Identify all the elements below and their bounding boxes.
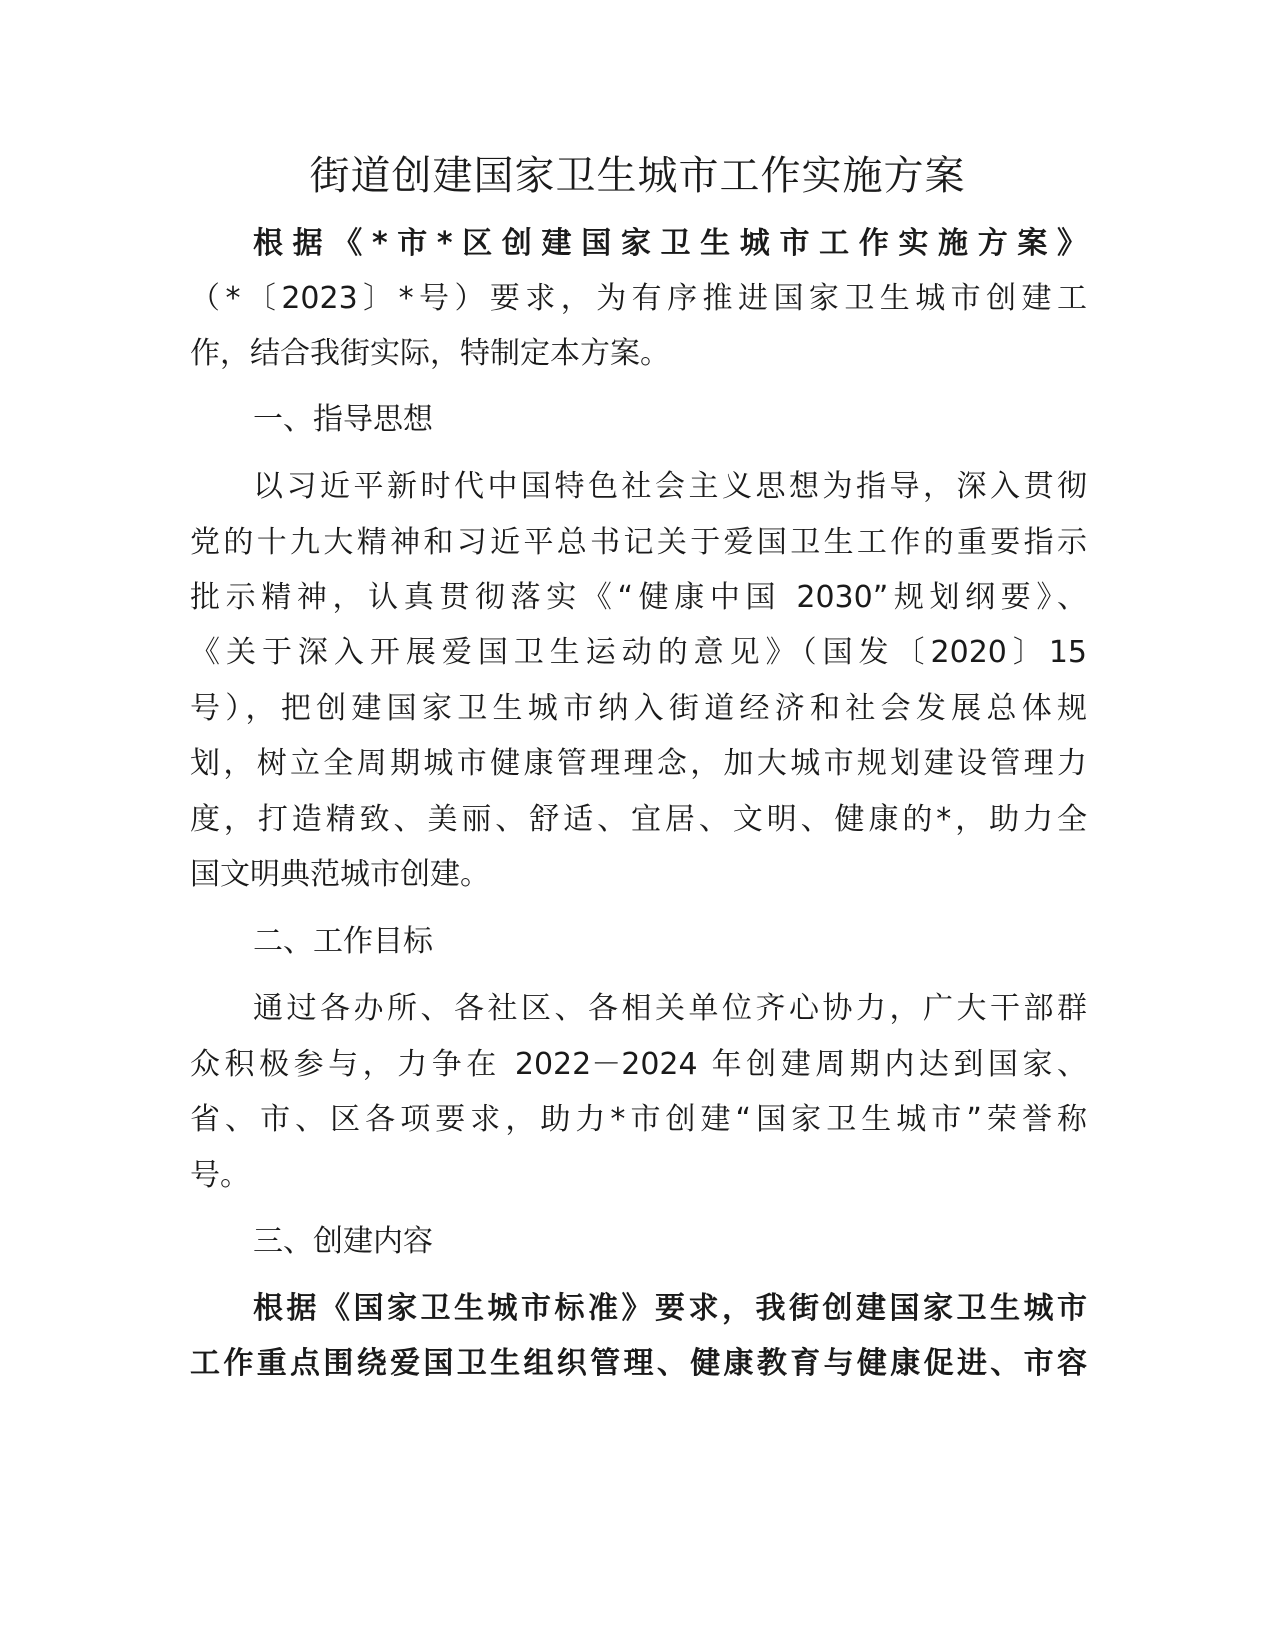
section1-line-5: 号），把创建国家卫生城市纳入街道经济和社会发展总体规 <box>190 691 1087 726</box>
section2-line-4: 号。 <box>190 1158 250 1193</box>
section1-line-1: 以习近平新时代中国特色社会主义思想为指导，深入贯彻 <box>253 469 1087 504</box>
section3-line-2: 工作重点围绕爱国卫生组织管理、健康教育与健康促进、市容 <box>190 1346 1087 1381</box>
section-heading-3: 三、创建内容 <box>253 1224 433 1259</box>
section-heading-1: 一、指导思想 <box>253 402 433 437</box>
section1-line-2: 党的十九大精神和习近平总书记关于爱国卫生工作的重要指示 <box>190 525 1087 560</box>
section3-line-1: 根据《国家卫生城市标准》要求，我街创建国家卫生城市 <box>253 1291 1087 1326</box>
section1-line-7: 度，打造精致、美丽、舒适、宜居、文明、健康的*，助力全 <box>190 802 1087 837</box>
section1-line-3: 批示精神，认真贯彻落实《“健康中国 2030”规划纲要》、 <box>190 580 1087 615</box>
document-title: 街道创建国家卫生城市工作实施方案 <box>309 153 966 199</box>
section1-line-6: 划，树立全周期城市健康管理理念，加大城市规划建设管理力 <box>190 746 1087 781</box>
section2-line-1: 通过各办所、各社区、各相关单位齐心协力，广大干部群 <box>253 991 1087 1026</box>
intro-line-3: 作，结合我街实际，特制定本方案。 <box>190 336 670 371</box>
intro-line-2: （*〔2023〕*号）要求，为有序推进国家卫生城市创建工 <box>190 281 1087 316</box>
section1-line-8: 国文明典范城市创建。 <box>190 857 490 892</box>
section1-line-4: 《关于深入开展爱国卫生运动的意见》（国发〔2020〕15 <box>190 635 1087 670</box>
intro-line-1: 根据《*市*区创建国家卫生城市工作实施方案》 <box>253 226 1087 261</box>
section2-line-2: 众积极参与，力争在 2022－2024 年创建周期内达到国家、 <box>190 1047 1087 1082</box>
section2-line-3: 省、市、区各项要求，助力*市创建“国家卫生城市”荣誉称 <box>190 1102 1087 1137</box>
section-heading-2: 二、工作目标 <box>253 924 433 959</box>
